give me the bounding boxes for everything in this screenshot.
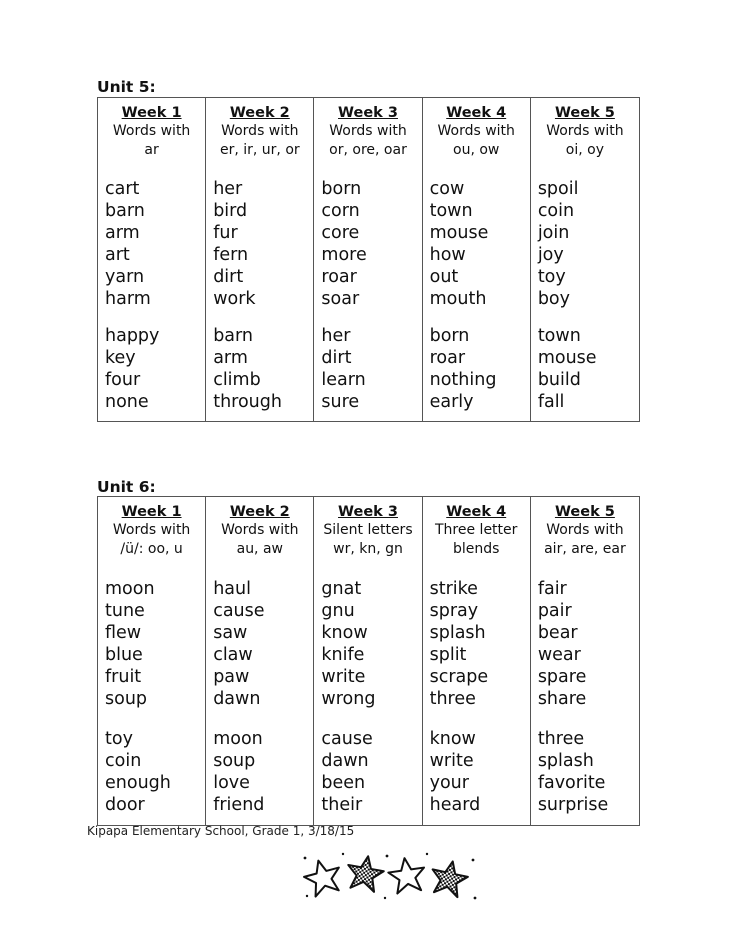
review-words xyxy=(538,325,597,413)
week-header xyxy=(423,98,530,160)
unit-6-title: Unit 6: xyxy=(97,478,156,496)
word-item: coin xyxy=(537,201,575,221)
spelling-words xyxy=(213,578,264,710)
footer-credit: Kipapa Elementary School, Grade 1, 3/18/15 xyxy=(87,824,355,838)
spelling-words xyxy=(430,178,489,310)
word-item: town xyxy=(429,201,473,221)
word-item: three xyxy=(429,689,476,709)
week-column-2 xyxy=(206,98,314,421)
word-item: favorite xyxy=(537,773,606,793)
week-column-4 xyxy=(423,98,531,421)
word-item: fur xyxy=(213,223,238,243)
word-item: core xyxy=(321,223,360,243)
week-title: Week 4 xyxy=(446,504,507,520)
word-item: arm xyxy=(105,223,140,243)
week-title: Week 5 xyxy=(554,105,615,121)
word-item: through xyxy=(213,392,282,412)
word-item: share xyxy=(537,689,587,709)
pattern-line-2: wr, kn, gn xyxy=(333,541,403,557)
review-words xyxy=(213,728,264,816)
spelling-words xyxy=(430,578,489,710)
word-item: split xyxy=(429,645,467,665)
review-words xyxy=(105,728,171,816)
word-item: early xyxy=(429,392,474,412)
pattern-line-2: blends xyxy=(452,541,500,557)
word-item: soar xyxy=(321,289,360,309)
week-header xyxy=(423,497,530,559)
pattern-line-1: Words with xyxy=(112,522,191,538)
unit-5-title: Unit 5: xyxy=(97,78,156,96)
word-item: wear xyxy=(537,645,581,665)
word-item: work xyxy=(213,289,256,309)
week-title: Week 3 xyxy=(338,504,398,520)
word-item: how xyxy=(429,245,466,265)
word-item: yarn xyxy=(105,267,145,287)
word-item: fern xyxy=(213,245,249,265)
week-title: Week 2 xyxy=(229,504,290,520)
word-item: know xyxy=(429,729,476,749)
word-item: her xyxy=(321,326,351,346)
week-header xyxy=(206,497,313,559)
pattern-line-1: Three letter xyxy=(435,522,518,538)
word-item: happy xyxy=(105,326,160,346)
week-title: Week 1 xyxy=(121,105,182,121)
word-item: write xyxy=(321,667,366,687)
pattern-line-1: Words with xyxy=(329,123,407,139)
word-item: mouse xyxy=(537,348,597,368)
word-item: coin xyxy=(105,751,142,771)
word-item: climb xyxy=(213,370,261,390)
word-item: friend xyxy=(213,795,265,815)
review-words xyxy=(213,325,282,413)
word-item: door xyxy=(105,795,145,815)
word-item: heard xyxy=(429,795,481,815)
word-item: toy xyxy=(105,729,133,749)
spelling-words xyxy=(105,178,151,310)
week-title: Week 4 xyxy=(446,105,507,121)
word-item: enough xyxy=(105,773,171,793)
week-title: Week 2 xyxy=(229,105,290,121)
word-item: surprise xyxy=(537,795,609,815)
word-item: saw xyxy=(213,623,248,643)
word-item: mouth xyxy=(429,289,487,309)
week-column-5 xyxy=(531,98,639,421)
spelling-words xyxy=(105,578,155,710)
review-words xyxy=(430,325,497,413)
pattern-line-2: er, ir, ur, or xyxy=(219,142,300,158)
word-item: cart xyxy=(105,179,140,199)
spelling-words xyxy=(321,578,375,710)
word-item: know xyxy=(321,623,368,643)
word-item: town xyxy=(537,326,581,346)
word-item: bird xyxy=(213,201,248,221)
review-words xyxy=(430,728,481,816)
word-item: love xyxy=(213,773,250,793)
week-header xyxy=(98,98,205,160)
word-item: flew xyxy=(105,623,142,643)
word-item: toy xyxy=(537,267,566,287)
word-item: arm xyxy=(213,348,248,368)
week-header xyxy=(98,497,205,559)
word-item: spoil xyxy=(537,179,579,199)
week-header xyxy=(314,497,421,559)
week-column-1 xyxy=(98,98,206,421)
star-row-icon xyxy=(295,846,485,906)
pattern-line-1: Words with xyxy=(546,123,624,139)
week-header xyxy=(206,98,313,160)
word-item: join xyxy=(537,223,570,243)
word-item: key xyxy=(105,348,136,368)
review-words xyxy=(105,325,159,413)
week-header xyxy=(314,98,421,160)
word-item: haul xyxy=(213,579,251,599)
word-item: cause xyxy=(321,729,373,749)
word-item: cause xyxy=(213,601,265,621)
word-item: paw xyxy=(213,667,250,687)
week-header xyxy=(531,98,639,160)
word-item: claw xyxy=(213,645,253,665)
pattern-line-1: Silent letters xyxy=(323,522,413,538)
word-item: roar xyxy=(429,348,466,368)
week-header xyxy=(531,497,639,559)
word-item: joy xyxy=(537,245,564,265)
word-item: dirt xyxy=(213,267,244,287)
word-item: bear xyxy=(537,623,578,643)
review-words xyxy=(321,325,365,413)
word-item: tune xyxy=(105,601,145,621)
word-item: dawn xyxy=(213,689,261,709)
word-item: their xyxy=(321,795,363,815)
word-item: out xyxy=(429,267,459,287)
word-item: knife xyxy=(321,645,365,665)
unit-5-table xyxy=(97,97,640,422)
word-item: born xyxy=(429,326,470,346)
week-title: Week 1 xyxy=(121,504,182,520)
pattern-line-1: Words with xyxy=(221,522,299,538)
word-item: roar xyxy=(321,267,357,287)
word-item: nothing xyxy=(429,370,497,390)
review-words xyxy=(321,728,372,816)
week-column-3 xyxy=(314,497,422,825)
word-item: barn xyxy=(213,326,254,346)
word-item: none xyxy=(105,392,149,412)
word-item: moon xyxy=(105,579,155,599)
week-title: Week 5 xyxy=(554,504,615,520)
pattern-line-1: Words with xyxy=(112,123,191,139)
word-item: mouse xyxy=(429,223,489,243)
week-column-5 xyxy=(531,497,639,825)
word-item: spare xyxy=(537,667,587,687)
week-column-1 xyxy=(98,497,206,825)
word-item: blue xyxy=(105,645,143,665)
word-item: art xyxy=(105,245,130,265)
word-item: barn xyxy=(105,201,145,221)
pattern-line-2: oi, oy xyxy=(565,142,605,158)
word-item: born xyxy=(321,179,362,199)
week-column-4 xyxy=(423,497,531,825)
word-item: splash xyxy=(429,623,486,643)
word-item: fair xyxy=(537,579,567,599)
word-item: been xyxy=(321,773,366,793)
word-item: corn xyxy=(321,201,360,221)
week-title: Week 3 xyxy=(338,105,398,121)
pattern-line-1: Words with xyxy=(546,522,624,538)
word-item: splash xyxy=(537,751,594,771)
pattern-line-2: ou, ow xyxy=(453,142,500,158)
word-item: soup xyxy=(105,689,148,709)
word-item: boy xyxy=(537,289,570,309)
word-item: wrong xyxy=(321,689,376,709)
week-column-2 xyxy=(206,497,314,825)
word-item: scrape xyxy=(429,667,489,687)
pattern-line-2: /ü/: oo, u xyxy=(120,541,183,557)
unit-6-table xyxy=(97,496,640,826)
pattern-line-2: air, are, ear xyxy=(544,541,626,557)
word-item: pair xyxy=(537,601,572,621)
word-item: write xyxy=(429,751,474,771)
word-item: gnu xyxy=(321,601,355,621)
word-item: cow xyxy=(429,179,465,199)
spelling-words xyxy=(321,178,366,310)
review-words xyxy=(538,728,608,816)
word-item: moon xyxy=(213,729,263,749)
word-item: four xyxy=(105,370,141,390)
pattern-line-2: or, ore, oar xyxy=(329,142,407,158)
pattern-line-1: Words with xyxy=(221,123,299,139)
spelling-words xyxy=(538,178,579,310)
word-item: dawn xyxy=(321,751,369,771)
pattern-line-2: au, aw xyxy=(236,541,283,557)
word-item: harm xyxy=(105,289,151,309)
word-item: three xyxy=(537,729,585,749)
word-item: her xyxy=(213,179,243,199)
word-item: your xyxy=(429,773,469,793)
word-item: fall xyxy=(537,392,565,412)
word-item: strike xyxy=(429,579,478,599)
word-item: dirt xyxy=(321,348,352,368)
word-item: soup xyxy=(213,751,256,771)
word-item: sure xyxy=(321,392,360,412)
week-column-3 xyxy=(314,98,422,421)
word-item: learn xyxy=(321,370,366,390)
word-item: more xyxy=(321,245,367,265)
word-item: fruit xyxy=(105,667,142,687)
pattern-line-2: ar xyxy=(144,142,159,158)
pattern-line-1: Words with xyxy=(437,123,515,139)
spelling-words xyxy=(213,178,255,310)
spelling-words xyxy=(538,578,587,710)
word-item: build xyxy=(537,370,581,390)
word-item: gnat xyxy=(321,579,362,599)
word-item: spray xyxy=(429,601,479,621)
